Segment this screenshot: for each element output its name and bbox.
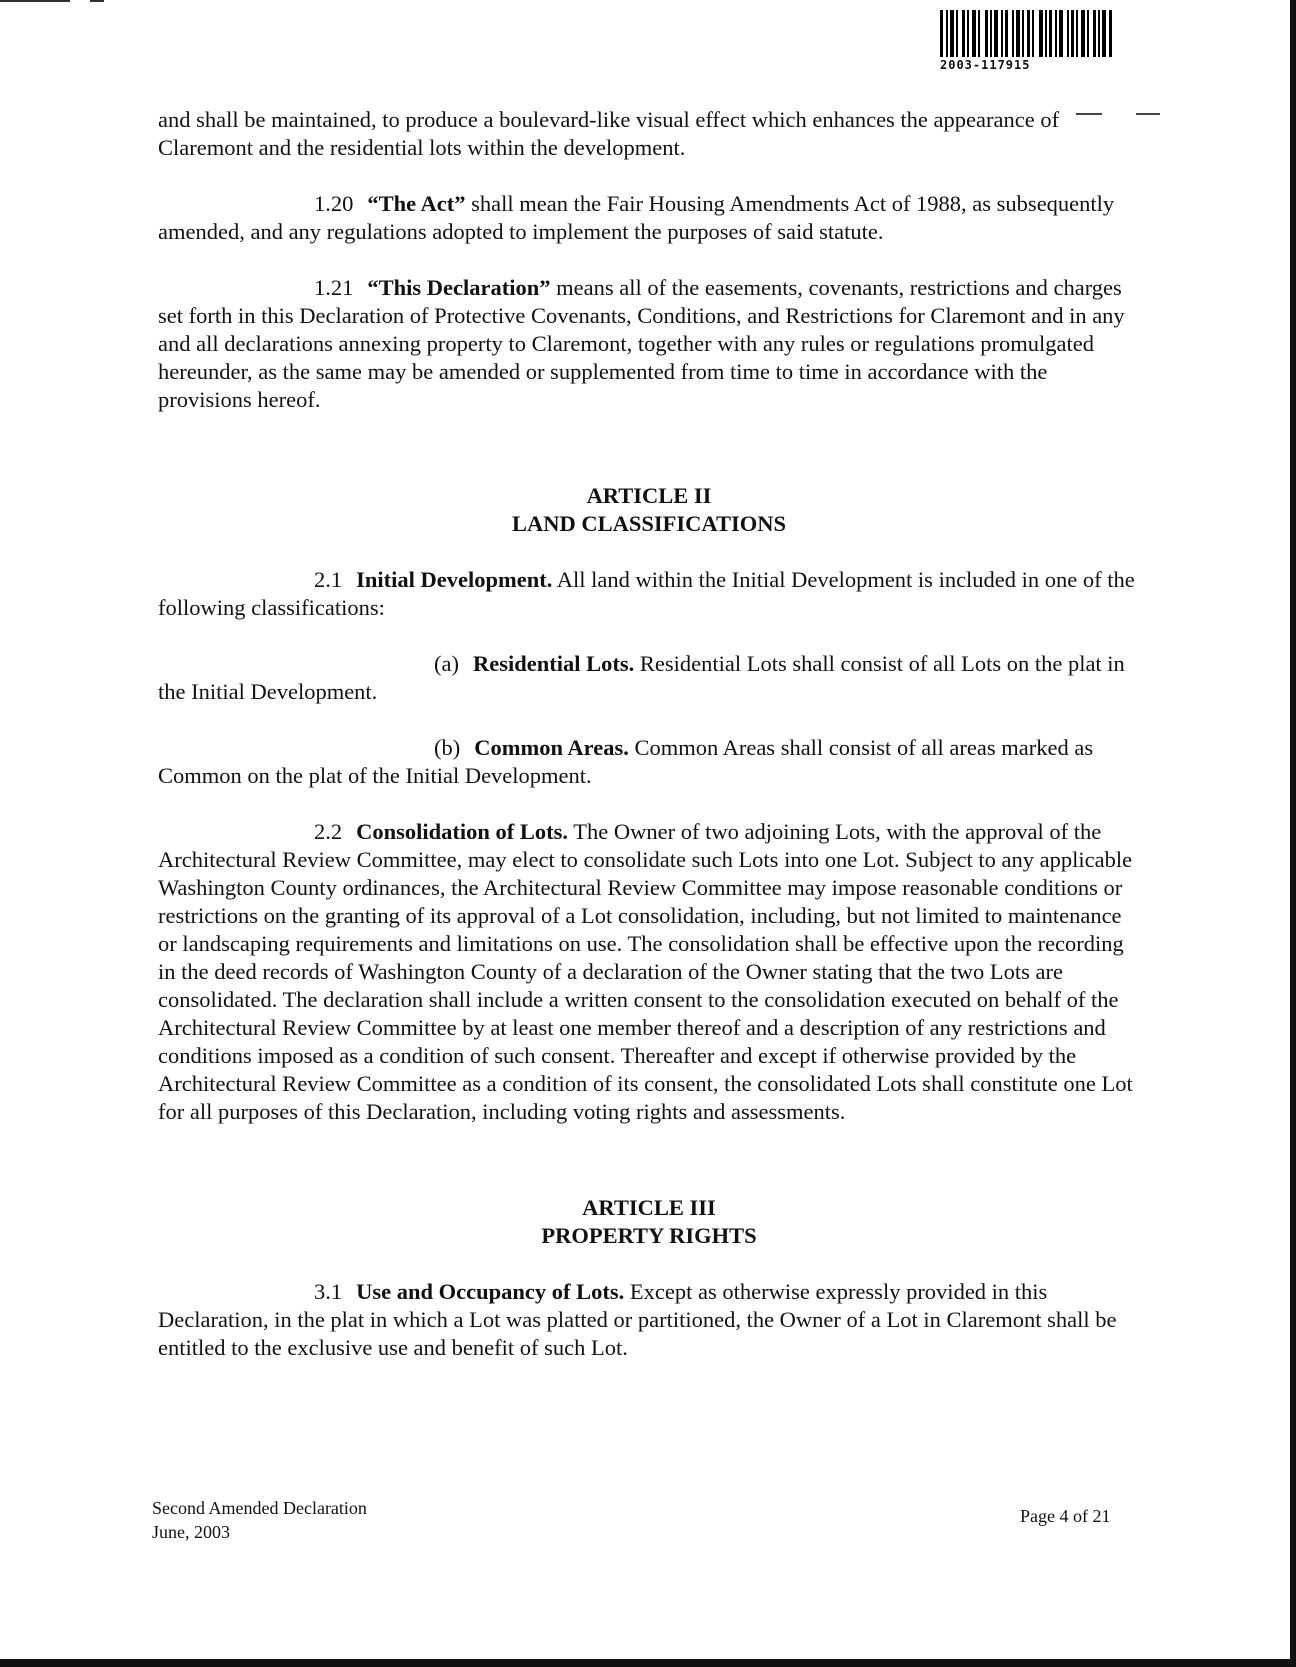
section-2-2 xyxy=(158,818,1140,1126)
section-3-1 xyxy=(158,1278,1140,1362)
footer-page-number: Page 4 of 21 xyxy=(1020,1506,1111,1526)
section-2-1 xyxy=(158,566,1140,622)
section-title: Use and Occupancy of Lots. xyxy=(356,1279,625,1304)
section-number: 3.1 xyxy=(314,1279,343,1304)
article-subtitle: LAND CLASSIFICATIONS xyxy=(511,511,787,536)
subsection-title: Common Areas. xyxy=(474,735,629,760)
paragraph-1-21 xyxy=(158,274,1140,414)
article-heading xyxy=(158,1194,1140,1250)
section-number: 1.20 xyxy=(314,191,354,216)
paragraph-text: Residential Lots shall consist of all Lots on the plat in the Initial Development. xyxy=(158,651,1125,704)
subsection-label: (b) xyxy=(434,735,461,760)
scan-border-right xyxy=(1290,0,1296,1667)
barcode xyxy=(940,10,1166,72)
footer-document-info xyxy=(152,1496,367,1544)
document-body xyxy=(158,106,1140,1390)
section-number: 2.1 xyxy=(314,567,343,592)
section-number: 2.2 xyxy=(314,819,343,844)
scan-artifact xyxy=(90,0,104,2)
article-title: ARTICLE II xyxy=(586,483,712,508)
section-title: Consolidation of Lots. xyxy=(356,819,569,844)
paragraph-text: Common Areas shall consist of all areas marked as Common on the plat of the Initial Development. xyxy=(158,735,1094,788)
scan-artifact xyxy=(0,0,70,2)
paragraph-continuation: and shall be maintained, to produce a boulevard-like visual effect which enhances the appearance of Claremont and the residential lots within the development. xyxy=(158,107,1060,160)
footer-doc-title: Second Amended Declaration xyxy=(152,1498,367,1518)
paragraph-text: shall mean the Fair Housing Amendments Act of 1988, as subsequently amended, and any regulations adopted to implement the purposes of said statute. xyxy=(158,191,1115,244)
subsection-a xyxy=(158,650,1140,706)
paragraph-text: Except as otherwise expressly provided in this Declaration, in the plat in which a Lot was platted or partitioned, the Owner of a Lot in Claremont shall be entitled to the exclusive use and benefit of such Lot. xyxy=(158,1279,1117,1360)
paragraph-1-20 xyxy=(158,190,1140,246)
defined-term: “This Declaration” xyxy=(367,275,551,300)
barcode-number: 2003-117915 xyxy=(940,58,1031,72)
subsection-title: Residential Lots. xyxy=(472,651,635,676)
footer-date: June, 2003 xyxy=(152,1522,230,1542)
subsection-label: (a) xyxy=(434,651,459,676)
article-title: ARTICLE III xyxy=(582,1195,716,1220)
article-subtitle: PROPERTY RIGHTS xyxy=(541,1223,757,1248)
defined-term: “The Act” xyxy=(367,191,466,216)
article-heading xyxy=(158,482,1140,538)
paragraph-text: All land within the Initial Development is included in one of the following classifications: xyxy=(158,567,1135,620)
section-title: Initial Development. xyxy=(356,567,553,592)
subsection-b xyxy=(158,734,1140,790)
paragraph-text: The Owner of two adjoining Lots, with the approval of the Architectural Review Committee, may elect to consolidate such Lots into one Lot. Subject to any applicable Washington County ordinances, the Architectural Review Committee may impose reasonable conditions or restrictions on the granting of its approval of a Lot consolidation, including, but not limited to maintenance or landscaping requirements and limitations on use. The consolidation shall be effective upon the recording in the deed records of Washington County of a declaration of the Owner stating that the two Lots are consolidated. The declaration shall include a written consent to the consolidation executed on behalf of the Architectural Review Committee by at least one member thereof and a description of any restrictions and conditions imposed as a condition of such consent. Thereafter and except if otherwise provided by the Architectural Review Committee as a condition of its consent, the consolidated Lots shall constitute one Lot for all purposes of this Declaration, including voting rights and assessments. xyxy=(158,819,1133,1124)
scan-border-bottom xyxy=(0,1659,1296,1667)
paragraph-text: means all of the easements, covenants, restrictions and charges set forth in this Declaration of Protective Covenants, Conditions, and Restrictions for Claremont and in any and all declarations annexing property to Claremont, together with any rules or regulations promulgated hereunder, as the same may be amended or supplemented from time to time in accordance with the provisions hereof. xyxy=(158,275,1125,412)
section-number: 1.21 xyxy=(314,275,354,300)
barcode-bars xyxy=(940,10,1166,57)
